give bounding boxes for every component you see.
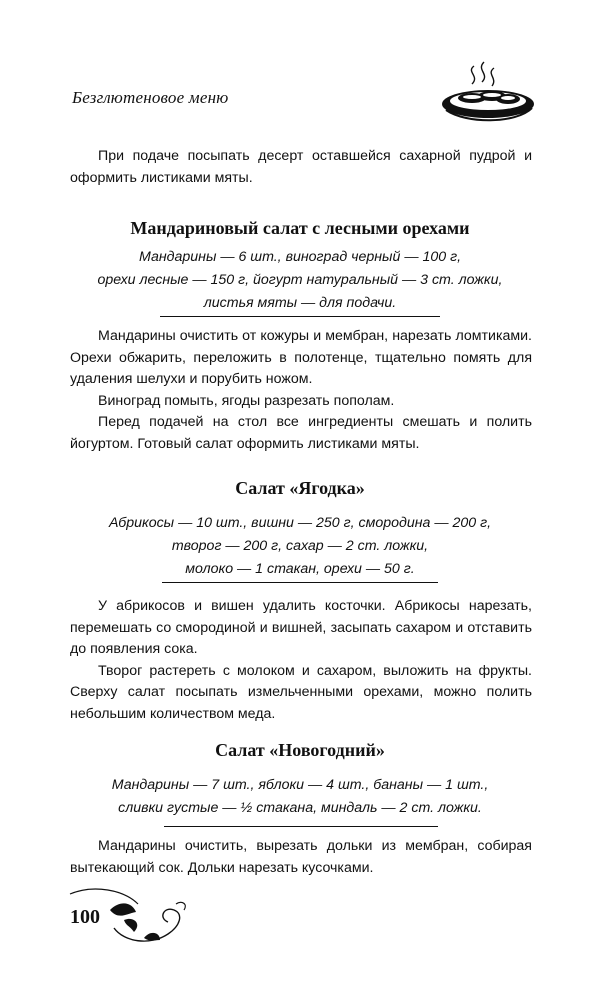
paragraph: Мандарины очистить, вырезать дольки из мембран, собирая вытекающий сок. Дольки нарезать кусочками.	[70, 838, 532, 876]
ingredients-line: молоко — 1 стакан, орехи — 50 г.	[185, 561, 415, 577]
recipe-body	[70, 326, 532, 455]
intro-block	[70, 146, 532, 189]
running-header: Безглютеновое меню	[72, 88, 229, 107]
ingredients-line: Мандарины — 7 шт., яблоки — 4 шт., бананы — 1 шт.,	[111, 777, 489, 793]
ingredients-line: творог — 200 г, сахар — 2 ст. ложки,	[171, 538, 429, 554]
paragraph: Творог растереть с молоком и сахаром, выложить на фрукты. Сверху салат посыпать измельченными орехами, можно полить небольшим количеством меда.	[70, 662, 532, 722]
paragraph: Перед подачей на стол все ингредиенты смешать и полить йогуртом. Готовый салат оформить листиками мяты.	[70, 414, 532, 452]
intro-paragraph: При подаче посыпать десерт оставшейся сахарной пудрой и оформить листиками мяты.	[70, 148, 532, 186]
ingredients-line: листья мяты — для подачи.	[203, 295, 397, 311]
recipe-title: Салат «Новогодний»	[215, 740, 385, 760]
recipe-title: Мандариновый салат с лесными орехами	[130, 218, 470, 238]
page-number: 100	[70, 906, 100, 928]
ingredients-line: Абрикосы — 10 шт., вишни — 250 г, смородина — 200 г,	[108, 515, 492, 531]
ingredients-line: Мандарины — 6 шт., виноград черный — 100 г,	[138, 249, 462, 265]
recipe-title: Салат «Ягодка»	[235, 478, 365, 498]
ingredients-list	[90, 774, 510, 820]
ingredients-line: сливки густые — ½ стакана, миндаль — 2 ст. ложки.	[118, 800, 482, 816]
recipe-body	[70, 836, 532, 879]
recipe-body	[70, 596, 532, 725]
divider-rule	[162, 582, 438, 583]
paragraph: Виноград помыть, ягоды разрезать пополам.	[98, 392, 395, 409]
paragraph: У абрикосов и вишен удалить косточки. Абрикосы нарезать, перемешать со смородиной и вишней, засыпать сахаром и отставить до появления сока.	[70, 598, 532, 657]
ingredients-list	[90, 512, 510, 581]
ingredients-line: орехи лесные — 150 г, йогурт натуральный — 3 ст. ложки,	[97, 272, 503, 288]
ingredients-list	[90, 246, 510, 315]
plated-dish-icon	[436, 58, 536, 138]
divider-rule	[160, 316, 440, 317]
divider-rule	[164, 826, 438, 827]
paragraph: Мандарины очистить от кожуры и мембран, нарезать ломтиками. Орехи обжарить, переложить в полотенце, тщательно помять для удаления шелухи и порубить ножом.	[70, 328, 532, 387]
